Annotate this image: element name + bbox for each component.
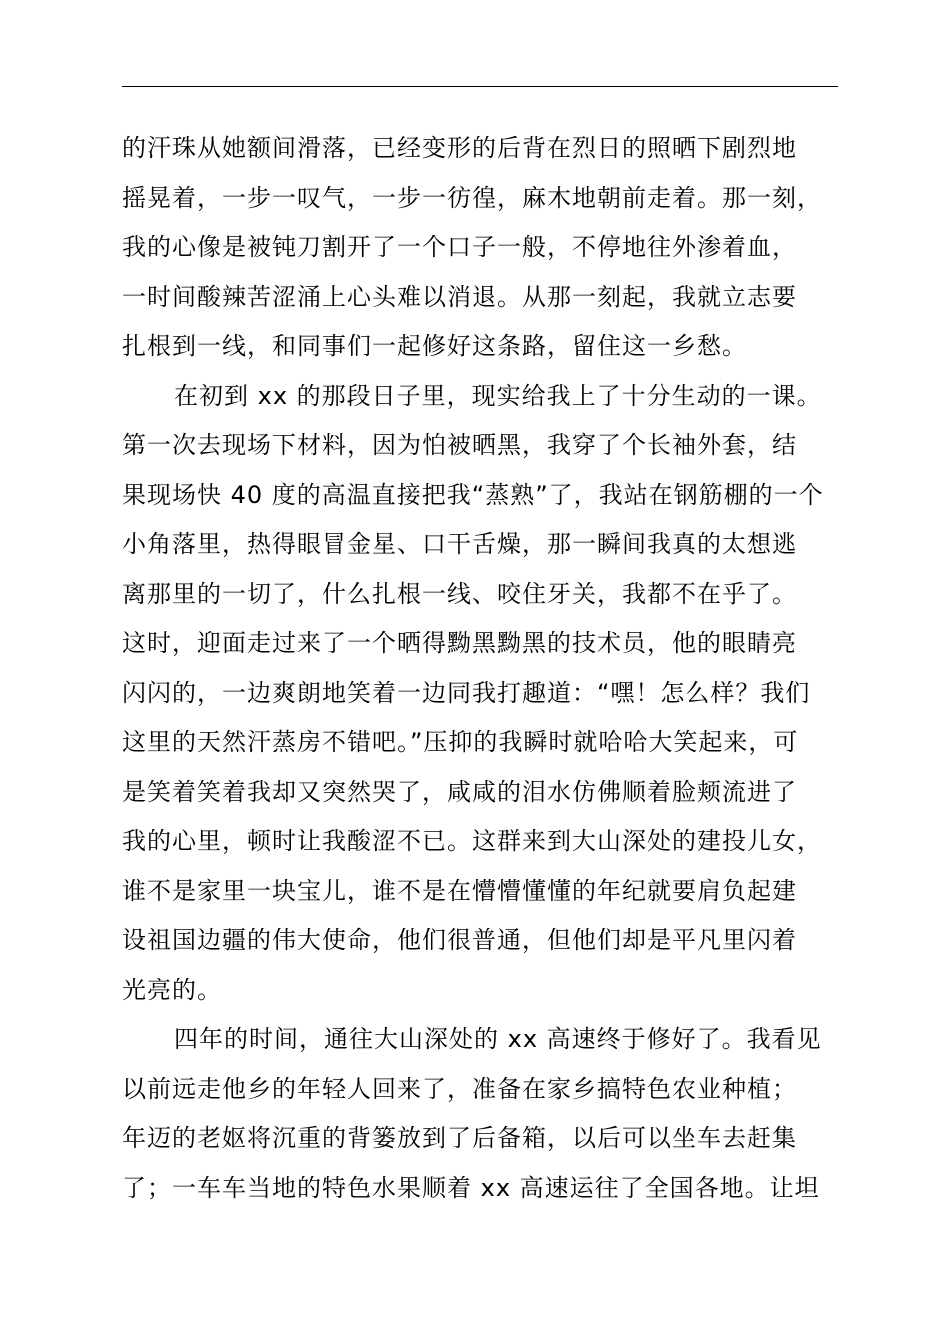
text-line: 光亮的。 — [122, 975, 222, 1004]
text-line: 离那里的一切了，什么扎根一线、咬住牙关，我都不在乎了。 — [122, 579, 797, 608]
text-line: 摇晃着，一步一叹气，一步一彷徨，麻木地朝前走着。那一刻， — [122, 183, 822, 212]
header-rule — [122, 86, 838, 87]
text-line: 这里的天然汗蒸房不错吧。”压抑的我瞬时就哈哈大笑起来，可 — [122, 728, 799, 756]
paragraph-start-line: 四年的时间，通往大山深处的 xx 高速终于修好了。我看见 — [174, 1025, 822, 1053]
text-line: 一时间酸辣苦涩涌上心头难以消退。从那一刻起，我就立志要 — [122, 282, 797, 311]
text-line: 以前远走他乡的年轻人回来了，准备在家乡搞特色农业种植； — [122, 1074, 797, 1103]
paragraph-start-line: 在初到 xx 的那段日子里，现实给我上了十分生动的一课。 — [174, 381, 822, 410]
text-line: 第一次去现场下材料，因为怕被晒黑，我穿了个长袖外套，结 — [122, 431, 797, 459]
text-line: 的汗珠从她额间滑落，已经变形的后背在烈日的照晒下剧烈地 — [122, 134, 797, 162]
text-line: 闪闪的，一边爽朗地笑着一边同我打趣道：“嘿！怎么样？我们 — [122, 678, 811, 707]
text-line: 我的心像是被钝刀割开了一个口子一般，不停地往外渗着血， — [122, 233, 797, 261]
text-line: 我的心里，顿时让我酸涩不已。这群来到大山深处的建投儿女， — [122, 827, 822, 855]
text-line: 年迈的老妪将沉重的背篓放到了后备箱，以后可以坐车去赶集 — [122, 1124, 797, 1152]
text-line: 这时，迎面走过来了一个晒得黝黑黝黑的技术员，他的眼睛亮 — [122, 629, 797, 657]
body-text — [122, 124, 838, 1213]
text-line: 扎根到一线，和同事们一起修好这条路，留住这一乡愁。 — [122, 332, 747, 360]
text-line: 果现场快 40 度的高温直接把我“蒸熟”了，我站在钢筋棚的一个 — [122, 480, 824, 509]
text-line: 小角落里，热得眼冒金星、口干舌燥，那一瞬间我真的太想逃 — [122, 530, 797, 558]
text-line: 设祖国边疆的伟大使命，他们很普通，但他们却是平凡里闪着 — [122, 926, 797, 954]
text-line: 谁不是家里一块宝儿，谁不是在懵懵懂懂的年纪就要肩负起建 — [122, 876, 797, 905]
text-line: 了；一车车当地的特色水果顺着 xx 高速运往了全国各地。让坦 — [122, 1173, 820, 1202]
text-line: 是笑着笑着我却又突然哭了，咸咸的泪水仿佛顺着脸颊流进了 — [122, 777, 797, 806]
